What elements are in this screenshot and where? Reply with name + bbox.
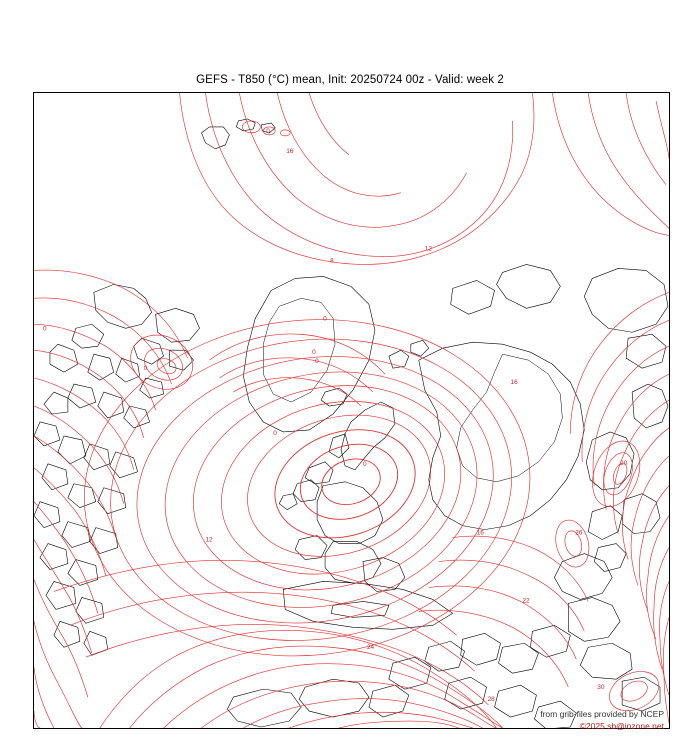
contour-label: 0 [273,429,277,437]
contour-labels-layer [43,128,628,703]
contour-label: 24 [366,644,375,652]
contour-label: 20 [620,459,628,467]
contour-label: 8 [330,257,334,265]
contour-label: 12 [205,536,213,544]
coastlines-layer [34,119,668,728]
contour-label: 0 [315,358,319,366]
map-plot-area [33,92,670,729]
contour-label: 28 [487,696,495,704]
contour-label: 16 [510,379,518,387]
chart-title: GEFS - T850 (°C) mean, Init: 20250724 00z - Valid: week 2 [196,74,504,86]
contour-label: 26 [575,529,583,537]
contour-label: 0 [362,460,367,468]
copyright-credit: ©2025 sb@inzone.net [579,721,664,731]
contour-label: 0 [312,349,316,357]
contour-label: 0 [266,127,270,135]
data-source-credit: from grib-files provided by NCEP [540,709,664,719]
contour-label: 0 [323,315,327,323]
contour-lines-layer [34,93,669,728]
contour-label: 30 [597,684,605,692]
contour-label: 16 [476,529,484,537]
contour-label: 12 [424,245,432,253]
contour-label: 0 [143,365,148,373]
contour-label: 22 [522,597,530,605]
contour-label: 16 [286,147,294,155]
contour-label: 0 [42,325,47,333]
contour-map-svg [34,93,669,728]
